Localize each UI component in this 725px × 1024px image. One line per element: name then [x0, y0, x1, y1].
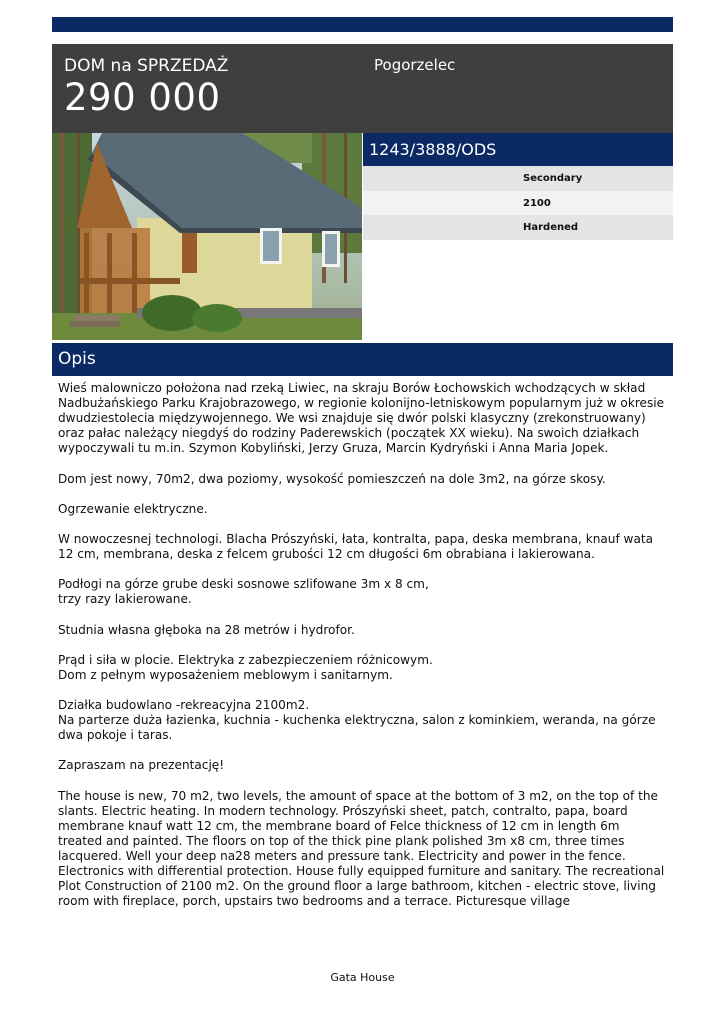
- detail-row: [363, 166, 673, 191]
- description-paragraph: Zapraszam na prezentację!: [58, 758, 225, 773]
- reference-bar: [363, 133, 673, 166]
- description-paragraph: W nowoczesnej technologi. Blacha Prószyński, łata, kontralta, papa, deska membrana, knauf wata 12 cm, membrana, deska z felcem grubości 12 cm długości 6m obrabiana i lakierowana.: [58, 531, 654, 562]
- detail-value: Hardened: [523, 222, 579, 233]
- description-paragraph: Ogrzewanie elektryczne.: [58, 501, 208, 516]
- description-paragraph: Działka budowlano -rekreacyjna 2100m2. Na parterze duża łazienka, kuchnia - kuchenka elektryczna, salon z kominkiem, weranda, na górze dwa pokoje i taras.: [58, 697, 656, 743]
- detail-value: 2100: [523, 197, 551, 209]
- detail-row: [363, 215, 673, 240]
- price: 290 000: [64, 76, 221, 119]
- detail-row: [363, 191, 673, 216]
- description-paragraph: Dom jest nowy, 70m2, dwa poziomy, wysokość pomieszczeń na dole 3m2, na górze skosy.: [58, 471, 606, 486]
- location: Pogorzelec: [374, 56, 456, 74]
- description-paragraph: Prąd i siła w plocie. Elektryka z zabezpieczeniem różnicowym. Dom z pełnym wyposażeniem meblowym i sanitarnym.: [58, 652, 433, 682]
- description-heading: Opis: [58, 349, 96, 369]
- offer-type: DOM na SPRZEDAŻ: [64, 56, 229, 76]
- detail-value: Secondary: [523, 173, 583, 184]
- property-photo: [52, 133, 362, 340]
- reference-number: 1243/3888/ODS: [369, 140, 497, 159]
- description-paragraph: Podłogi na górze grube deski sosnowe szlifowane 3m x 8 cm, trzy razy lakierowane.: [58, 577, 429, 607]
- listing-header: [52, 44, 673, 133]
- description-heading-bar: [52, 343, 673, 376]
- description-paragraph: The house is new, 70 m2, two levels, the amount of space at the bottom of 3 m2, on the top of the slants. Electric heating. In modern technology. Prószyński sheet, patch, contralto, papa, board membrane knauf watt 12 cm, the membrane board of Felce thickness of 12 cm in length 6m treated and painted. The floors on top of the thick pine plank polished 3m x8 cm, three times lacquered. Well your deep na28 meters and pressure tank. Electricity and power in the fence. Electronics with differential protection. House fully equipped furniture and sanitary. The recreational Plot Construction of 2100 m2. On the ground floor a large bathroom, kitchen - electric stove, living room with fireplace, porch, upstairs two bedrooms and a terrace. Picturesque village: [58, 788, 665, 909]
- details-table: [363, 166, 673, 240]
- top-accent-bar: [52, 17, 673, 32]
- description-paragraph: Wieś malowniczo położona nad rzeką Liwiec, na skraju Borów Łochowskich wchodzących w skład Nadbużańskiego Parku Krajobrazowego, w regionie kolonijno-letniskowym popularnym już w okresie dwudziestolecia międzywojennego. We wsi znajduje się dwór polski klasyczny (zrekonstruowany) oraz pałac należący niegdyś do rodziny Paderewskich (początek XX wieku). Na swoich działkach wypoczywali tu m.in. Szymon Kobyliński, Jerzy Gruza, Marcin Kydryński i Anna Maria Jopek.: [58, 381, 665, 456]
- description-text: [58, 381, 666, 931]
- footer-agency: Gata House: [330, 971, 395, 984]
- description-paragraph: Studnia własna głęboka na 28 metrów i hydrofor.: [58, 622, 355, 637]
